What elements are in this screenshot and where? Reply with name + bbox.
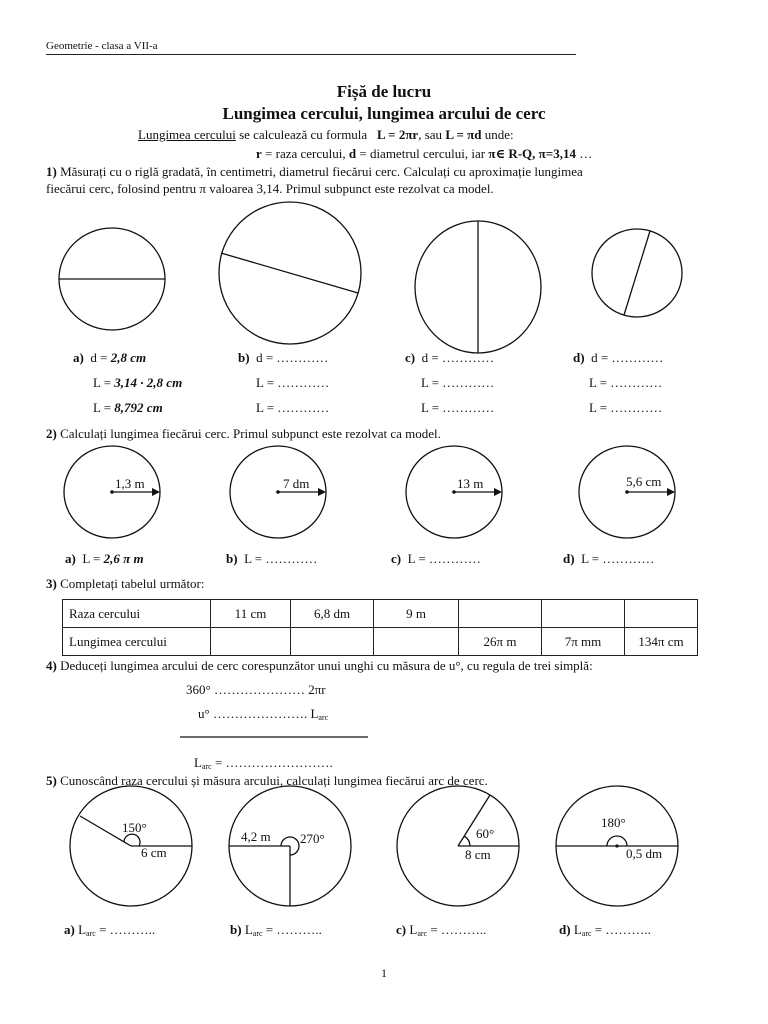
- ex4-u: u° …………………. L: [198, 706, 319, 721]
- ex5-sub-c: arc: [417, 929, 428, 938]
- ex5-center-d: [615, 844, 618, 847]
- ex1-label-c: c): [405, 350, 416, 365]
- ex2-circle-d: [579, 446, 675, 538]
- ex2-label-c: c): [391, 551, 402, 566]
- ex5-circle-b: [229, 786, 351, 906]
- ex3-text: Completați tabelul următor:: [56, 576, 205, 591]
- ex2-ans-c: L = …………: [407, 551, 481, 566]
- table-cell: 9 m: [374, 600, 459, 628]
- ex2-circle-b: [230, 446, 326, 538]
- table-cell: [374, 628, 459, 656]
- ex1-d-val-a: 2,8 cm: [110, 350, 147, 365]
- ex2-arrow-c: [494, 488, 502, 496]
- ex2-text: Calculați lungimea fiecărui cerc. Primul subpunct este rezolvat ca model.: [56, 426, 441, 441]
- ex2-ans-val-a: 2,6 π m: [103, 551, 144, 566]
- ex5-rest-c: = ………..: [427, 922, 487, 937]
- ex1-L2-a: L =: [93, 400, 115, 415]
- ex2-radius-label-a: 1,3 m: [115, 476, 145, 491]
- ex1-d-b: d = …………: [256, 350, 329, 365]
- ex5-angle-arc-c: [464, 836, 470, 846]
- ex5-answer-c: [396, 922, 486, 938]
- ex1-line-2: fiecărui cerc, folosind pentru π valoarea 3,14. Primul subpunct este rezolvat ca model.: [46, 181, 494, 196]
- header-rule: [46, 54, 576, 55]
- intro-line-1: [138, 127, 514, 143]
- ex2-ans-d: L = …………: [581, 551, 655, 566]
- ex1-L2-val-a: 8,792 cm: [114, 400, 163, 415]
- ex4-proportion-1: 360° ………………… 2πr: [186, 682, 326, 697]
- ex1-number: 1): [46, 164, 57, 179]
- ex1-item-a-d: [73, 350, 146, 366]
- table-cell: [459, 600, 542, 628]
- ex2-arrow-b: [318, 488, 326, 496]
- ex5-radius-c: 8 cm: [465, 847, 491, 862]
- ex5-sub-a: arc: [86, 929, 96, 938]
- intro-pi: π∈ R-Q, π=3,14: [488, 146, 576, 161]
- ex5-rest-b: = ………..: [262, 922, 322, 937]
- table-cell: [211, 628, 291, 656]
- table-row: [63, 600, 698, 628]
- ex1-label-b: b): [238, 350, 250, 365]
- intro-d: d: [348, 146, 357, 161]
- ex1-item-c-L2: L = …………: [421, 400, 495, 415]
- ex1-item-d-d: [573, 350, 663, 366]
- ex1-item-d-L2: L = …………: [589, 400, 663, 415]
- table-cell: 26π m: [459, 628, 542, 656]
- ex5-radius-a: 6 cm: [141, 845, 167, 860]
- worksheet-title: Fișă de lucru: [336, 82, 432, 101]
- formula-diameter: L = πd: [445, 127, 482, 142]
- ex2-number: 2): [46, 426, 57, 441]
- ex4-sub: arc: [318, 713, 329, 722]
- table-cell: 7π mm: [542, 628, 625, 656]
- intro-end: unde:: [481, 127, 514, 142]
- ex1-item-b-L2: L = …………: [256, 400, 330, 415]
- ex5-circle-c: [397, 786, 519, 906]
- ex5-angle-arc-d: [607, 836, 627, 846]
- table-cell: [625, 600, 698, 628]
- table-row-label: Raza cercului: [63, 600, 211, 628]
- ex1-item-b-L1: L = …………: [256, 375, 330, 390]
- ex2-label-a: a): [65, 551, 76, 566]
- ex1-diameter-d: [624, 231, 650, 315]
- ex4-number: 4): [46, 658, 57, 673]
- table-cell: [542, 600, 625, 628]
- ex2-ans-b: L = …………: [244, 551, 318, 566]
- ex1-d-c: d = …………: [421, 350, 494, 365]
- ex1-diameter-b: [221, 253, 358, 293]
- ex5-sub-b: arc: [252, 929, 263, 938]
- intro-line-2: [256, 146, 592, 162]
- ex5-answer-a: [64, 922, 155, 938]
- ex1-circle-b: [219, 202, 361, 344]
- ex1-d-d: d = …………: [591, 350, 664, 365]
- ex4-dots: = …………………….: [211, 755, 333, 770]
- ex5-L-a: L: [78, 922, 87, 937]
- ex2-arrow-d: [667, 488, 675, 496]
- intro-r-def: = raza cercului,: [261, 146, 349, 161]
- ex5-radius-b: 4,2 m: [241, 829, 271, 844]
- ex2-circle-c: [406, 446, 502, 538]
- ex1-circle-d: [592, 229, 682, 317]
- ex5-text: Cunoscând raza cercului și măsura arcului, calculați lungimea fiecărui arc de cerc.: [56, 773, 488, 788]
- table-row-label: Lungimea cercului: [63, 628, 211, 656]
- ex3-table: [62, 599, 698, 656]
- table-cell: 134π cm: [625, 628, 698, 656]
- ex1-L1-a: L =: [93, 375, 115, 390]
- ex1-item-b-d: [238, 350, 328, 366]
- ex5-sub-d: arc: [581, 929, 592, 938]
- ex1-label-a: a): [73, 350, 84, 365]
- ex1-line-1: [46, 164, 583, 180]
- ex5-statement: [46, 773, 488, 789]
- ex2-answer-b: [226, 551, 317, 567]
- ex1-item-c-L1: L = …………: [421, 375, 495, 390]
- table-row: [63, 628, 698, 656]
- ex2-label-d: d): [563, 551, 575, 566]
- ex4-statement: [46, 658, 593, 674]
- ex5-answer-b: [230, 922, 322, 938]
- ex1-L1-val-a: 3,14 · 2,8 cm: [114, 375, 183, 390]
- intro-r: r: [256, 146, 262, 161]
- ex5-angle-a: 150°: [122, 820, 147, 835]
- ex3-number: 3): [46, 576, 57, 591]
- ex5-L-c: L: [409, 922, 418, 937]
- ex4-L-sub: arc: [201, 762, 212, 771]
- ex3-statement: [46, 576, 205, 592]
- ex1-circle-c: [415, 221, 541, 353]
- ex4-proportion-2: [198, 706, 328, 722]
- ex5-L-b: L: [244, 922, 253, 937]
- ex2-answer-a: [65, 551, 144, 567]
- ex5-label-a: a): [64, 922, 75, 937]
- ex4-text: Deduceți lungimea arcului de cerc corespunzător unui unghi cu măsura de u°, cu regula de trei simplă:: [56, 658, 593, 673]
- ex1-d-a: d =: [90, 350, 111, 365]
- page-number: 1: [381, 966, 387, 980]
- ex5-label-c: c): [396, 922, 407, 937]
- ex2-center-a: [110, 490, 114, 494]
- ex2-statement: [46, 426, 441, 442]
- ex5-number: 5): [46, 773, 57, 788]
- ex5-circle-a: [70, 786, 192, 906]
- ex2-ans-a: L =: [82, 551, 104, 566]
- intro-term: Lungimea cercului: [138, 127, 236, 142]
- formula-radius: L = 2πr: [376, 127, 419, 142]
- ex5-radius-d: 0,5 dm: [626, 846, 663, 861]
- ex2-circle-a: [64, 446, 160, 538]
- ex1-item-a-L1: [93, 375, 182, 391]
- ex5-angle-d: 180°: [601, 815, 626, 830]
- ex2-label-b: b): [226, 551, 238, 566]
- ex5-label-d: d): [559, 922, 571, 937]
- ex2-center-b: [276, 490, 280, 494]
- ex4-L: L: [194, 755, 202, 770]
- ex1-item-d-L1: L = …………: [589, 375, 663, 390]
- ex5-label-b: b): [230, 922, 242, 937]
- intro-d-def: = diametrul cercului, iar: [356, 146, 489, 161]
- intro-text: se calculează cu formula: [235, 127, 371, 142]
- ex2-radius-label-c: 13 m: [457, 476, 484, 491]
- ex5-answer-d: [559, 922, 651, 938]
- ex2-answer-d: [563, 551, 654, 567]
- page-header: Geometrie - clasa a VII-a: [46, 40, 158, 52]
- ex5-rest-a: = ………..: [95, 922, 156, 937]
- ex2-radius-label-d: 5,6 cm: [626, 474, 662, 489]
- ex2-arrow-a: [152, 488, 160, 496]
- ex2-center-d: [625, 490, 629, 494]
- worksheet-subtitle: Lungimea cercului, lungimea arcului de cerc: [222, 104, 546, 123]
- ex5-angle-b: 270°: [300, 831, 325, 846]
- ex2-answer-c: [391, 551, 481, 567]
- ex4-result: [194, 755, 333, 771]
- ex5-L-d: L: [573, 922, 582, 937]
- ex1-item-a-L2: [93, 400, 163, 416]
- ex1-text: Măsurați cu o riglă gradată, în centimetri, diametrul fiecărui cerc. Calculați cu aproximație lungimea: [56, 164, 583, 179]
- intro-sep: , sau: [418, 127, 446, 142]
- table-cell: 6,8 dm: [291, 600, 374, 628]
- intro-ellipsis: …: [575, 146, 593, 161]
- ex2-center-c: [452, 490, 456, 494]
- ex1-label-d: d): [573, 350, 585, 365]
- ex5-angle-arc-b: [281, 837, 299, 855]
- ex1-item-c-d: [405, 350, 494, 366]
- ex5-angle-c: 60°: [476, 826, 495, 841]
- table-cell: [291, 628, 374, 656]
- ex5-rest-d: = ………..: [591, 922, 651, 937]
- ex1-circle-a: [59, 228, 165, 330]
- table-cell: 11 cm: [211, 600, 291, 628]
- ex2-radius-label-b: 7 dm: [283, 476, 310, 491]
